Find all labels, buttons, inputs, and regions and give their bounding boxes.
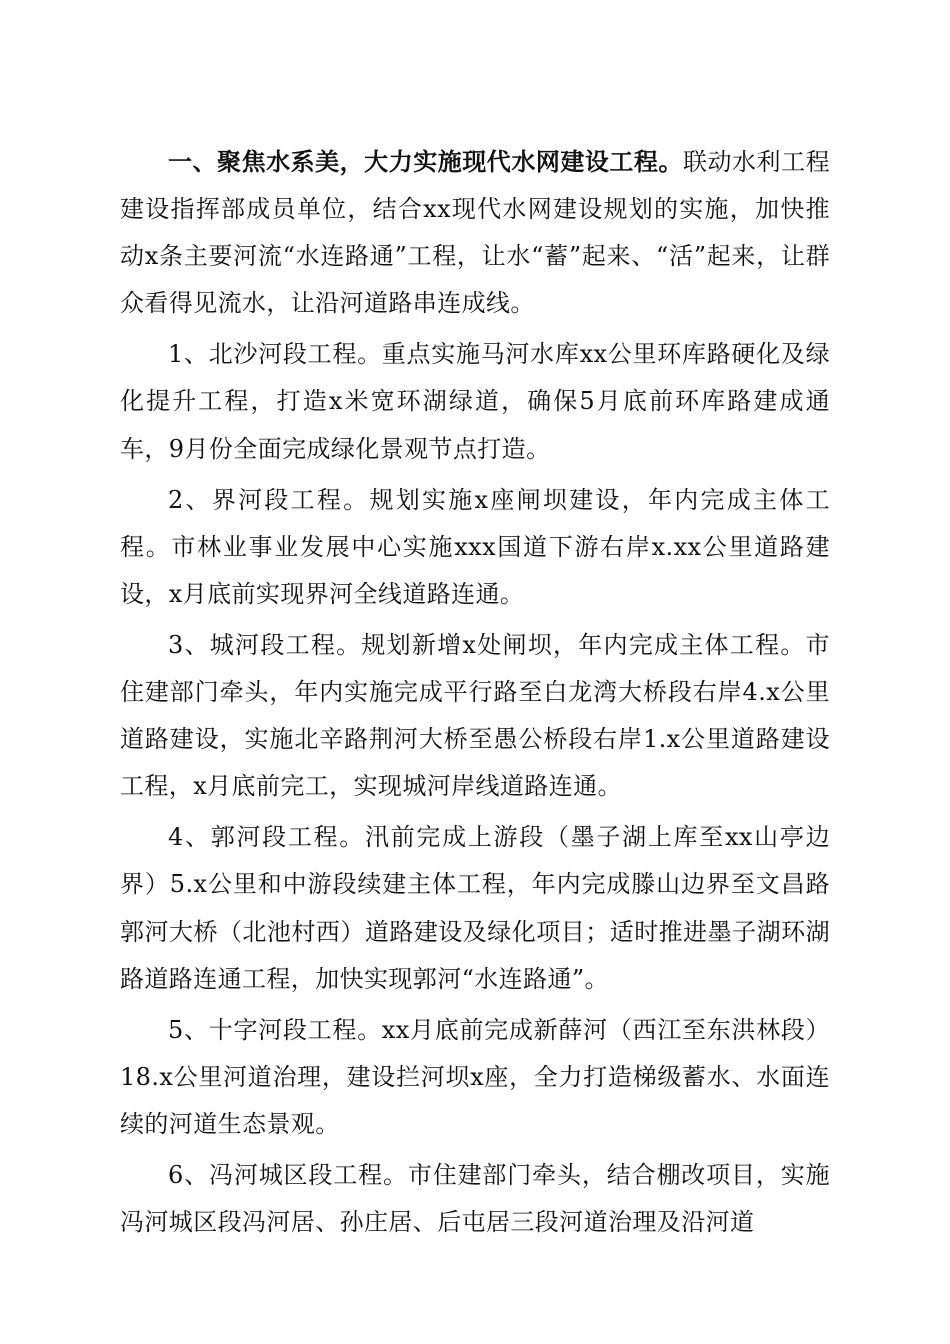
paragraph-beisha-river: 1、北沙河段工程。重点实施马河水库xx公里环库路硬化及绿化提升工程，打造x米宽环湖绿道，确保5月底前环库路建成通车，9月份全面完成绿化景观节点打造。 <box>120 340 830 463</box>
paragraph-water-network <box>120 138 830 327</box>
paragraph-jie-river: 2、界河段工程。规划实施x座闸坝建设，年内完成主体工程。市林业事业发展中心实施xxx国道下游右岸x.xx公里道路建设，x月底前实现界河全线道路连通。 <box>120 485 830 608</box>
section-heading: 一、聚焦水系美，大力实施现代水网建设工程。 <box>168 147 683 176</box>
paragraph-text: 联动水利工程建设指挥部成员单位，结合xx现代水网建设规划的实施，加快推动x条主要河流“水连路通”工程，让水“蓄”起来、“活”起来，让群众看得见流水，让沿河道路串连成线。 <box>120 148 830 318</box>
document-page <box>120 138 830 1246</box>
paragraph-cheng-river: 3、城河段工程。规划新增x处闸坝，年内完成主体工程。市住建部门牵头，年内实施完成平行路至白龙湾大桥段右岸4.x公里道路建设，实施北辛路荆河大桥至愚公桥段右岸1.x公里道路建设工程，x月底前完工，实现城河岸线道路连通。 <box>120 630 830 801</box>
paragraph-shizi-river: 5、十字河段工程。xx月底前完成新薛河（西江至东洪林段）18.x公里河道治理，建设拦河坝x座，全力打造梯级蓄水、水面连续的河道生态景观。 <box>120 1015 830 1138</box>
paragraph-guo-river: 4、郭河段工程。汛前完成上游段（墨子湖上库至xx山亭边界）5.x公里和中游段续建主体工程，年内完成滕山边界至文昌路郭河大桥（北池村西）道路建设及绿化项目；适时推进墨子湖环湖路道路连通工程，加快实现郭河“水连路通”。 <box>120 823 830 993</box>
paragraph-feng-river: 6、冯河城区段工程。市住建部门牵头，结合棚改项目，实施冯河城区段冯河居、孙庄居、后屯居三段河道治理及沿河道 <box>120 1160 830 1237</box>
